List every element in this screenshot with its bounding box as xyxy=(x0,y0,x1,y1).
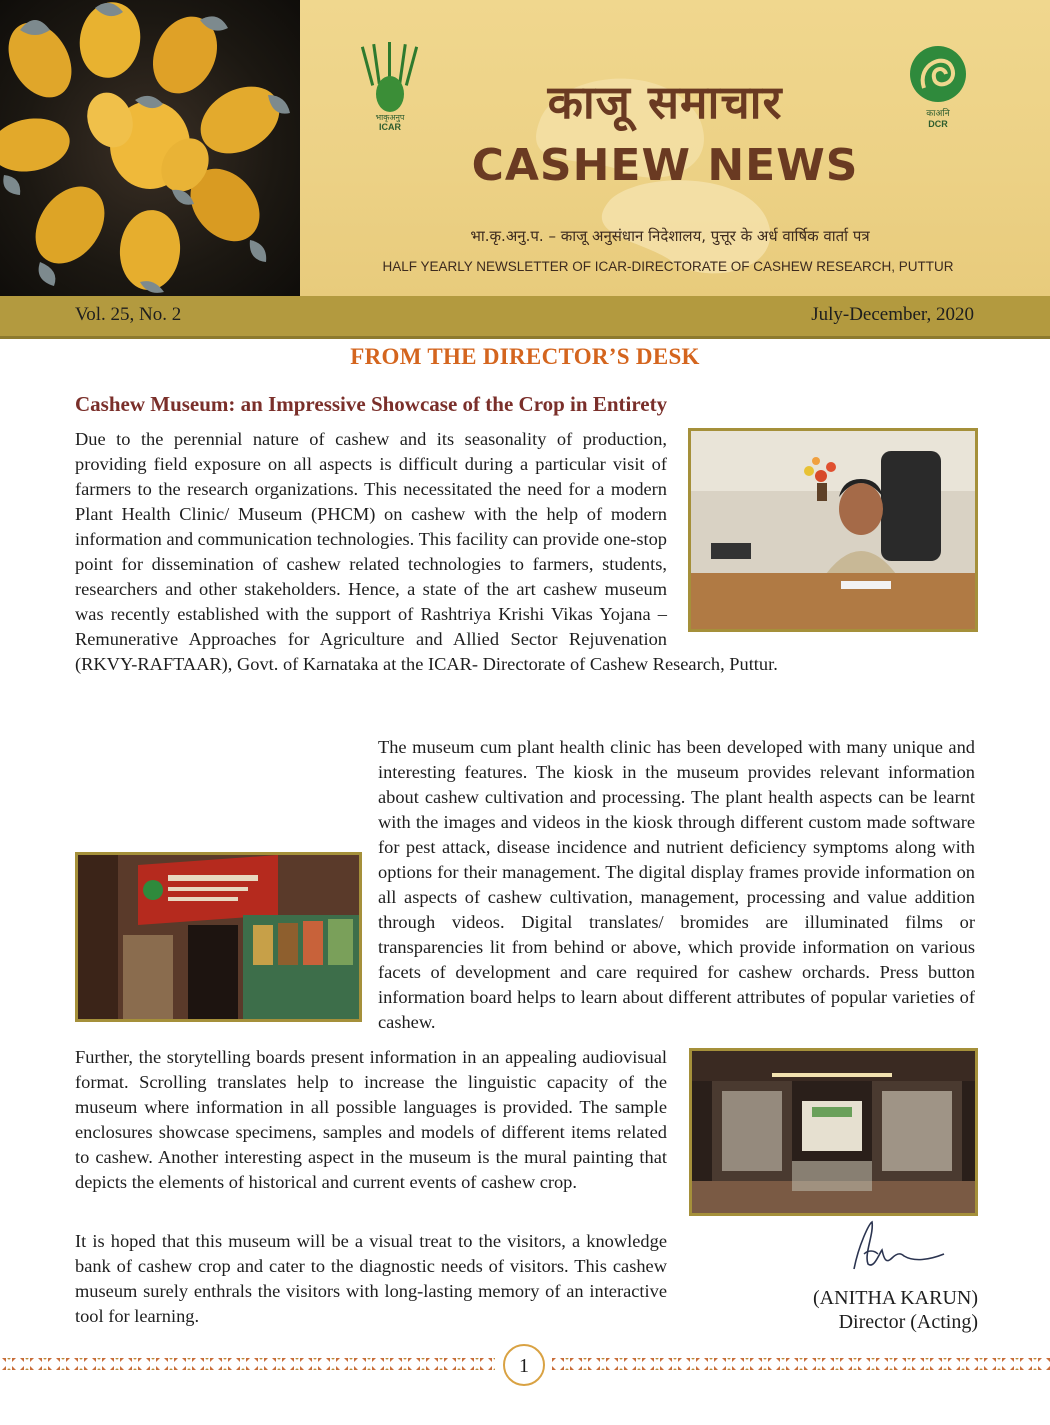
title-hindi: काजू समाचार xyxy=(547,75,783,129)
cashew-apples-photo xyxy=(0,0,300,296)
dcr-logo xyxy=(906,44,970,130)
icar-logo-hindi: भाकृअनुप xyxy=(375,113,405,122)
volume-bar xyxy=(0,296,1050,339)
signatory-name: (ANITHA KARUN) xyxy=(813,1287,978,1309)
museum-interior-photo xyxy=(689,1048,978,1216)
signature xyxy=(834,1214,954,1284)
article-heading: Cashew Museum: an Impressive Showcase of the Crop in Entirety xyxy=(75,392,668,416)
title-english: CASHEW NEWS xyxy=(471,140,859,191)
paragraph-2-text: The museum cum plant health clinic has been developed with many unique and interesting features. The kiosk in the museum provides relevant information about cashew cultivation and processing. The plant health aspects can be learnt with the images and videos in the kiosk through different custom made software for pest attack, disease incidence and nutrient deficiency symptoms along with options for their management. The digital display frames provide information on all aspects of cashew cultivation, management, processing and value addition through videos. Digital translates/ bromides are illuminated films or transparencies lit from behind or above, which provide information on various facets of development and care required for cashew orchards. Press button information board helps to learn about different attributes of popular varieties of cashew. xyxy=(378,737,975,1032)
subtitle-hindi: भा.कृ.अनु.प. – काजू अनुसंधान निदेशालय, पुत्तूर के अर्ध वार्षिक वार्ता पत्र xyxy=(470,227,870,245)
page-number: 1 xyxy=(503,1344,545,1386)
volume-number: Vol. 25, No. 2 xyxy=(75,304,182,325)
subtitle-english: HALF YEARLY NEWSLETTER OF ICAR-DIRECTORATE OF CASHEW RESEARCH, PUTTUR xyxy=(382,259,954,274)
director-photo xyxy=(688,428,978,632)
article-paragraph-3: Further, the storytelling boards present information in an appealing audiovisual format. Scrolling translates help to increase the linguistic capacity of the museum where information in all possible languages is provided. The sample enclosures showcase specimens, samples and models of different items related to cashew. Another interesting aspect in the museum is the mural painting that depicts the elements of historical and current events of cashew crop. xyxy=(75,1047,667,1192)
icar-logo xyxy=(360,42,420,132)
museum-entrance-photo xyxy=(75,852,362,1022)
masthead xyxy=(0,0,1050,296)
article-paragraph-4: It is hoped that this museum will be a visual treat to the visitors, a knowledge bank of cashew crop and cater to the diagnostic needs of visitors. This cashew museum surely enthrals the visitors with long-lasting memory of an interactive tool for learning. xyxy=(75,1231,667,1326)
icar-logo-text: ICAR xyxy=(379,122,401,132)
signatory-role: Director (Acting) xyxy=(838,1311,978,1333)
dcr-logo-hindi: काअनि xyxy=(926,109,950,119)
paragraph-1-text: Due to the perennial nature of cashew and its seasonality of production, providing field exposure on all aspects is difficult during a particular visit of farmers to the research organizations. This necessitated the need for a modern Plant Health Clinic/ Museum (PHCM) on cashew with the help of modern information and communication technologies. This facility can provide one-stop point for dissemination of cashew related technologies to farmers, students, researchers and other stakeholders. Hence, a state of the art cashew museum was recently established with the support of Rashtriya Krishi Vikas Yojana – Remunerative Approaches for Agriculture and Allied Sector Rejuvenation (RKVY-RAFTAAR), Govt. of Karnataka at the ICAR- Directorate of Cashew Research, Puttur. xyxy=(75,429,778,674)
issue-period: July-December, 2020 xyxy=(811,304,974,325)
section-title: FROM THE DIRECTOR’S DESK xyxy=(350,344,700,369)
dcr-logo-text: DCR xyxy=(928,119,948,129)
